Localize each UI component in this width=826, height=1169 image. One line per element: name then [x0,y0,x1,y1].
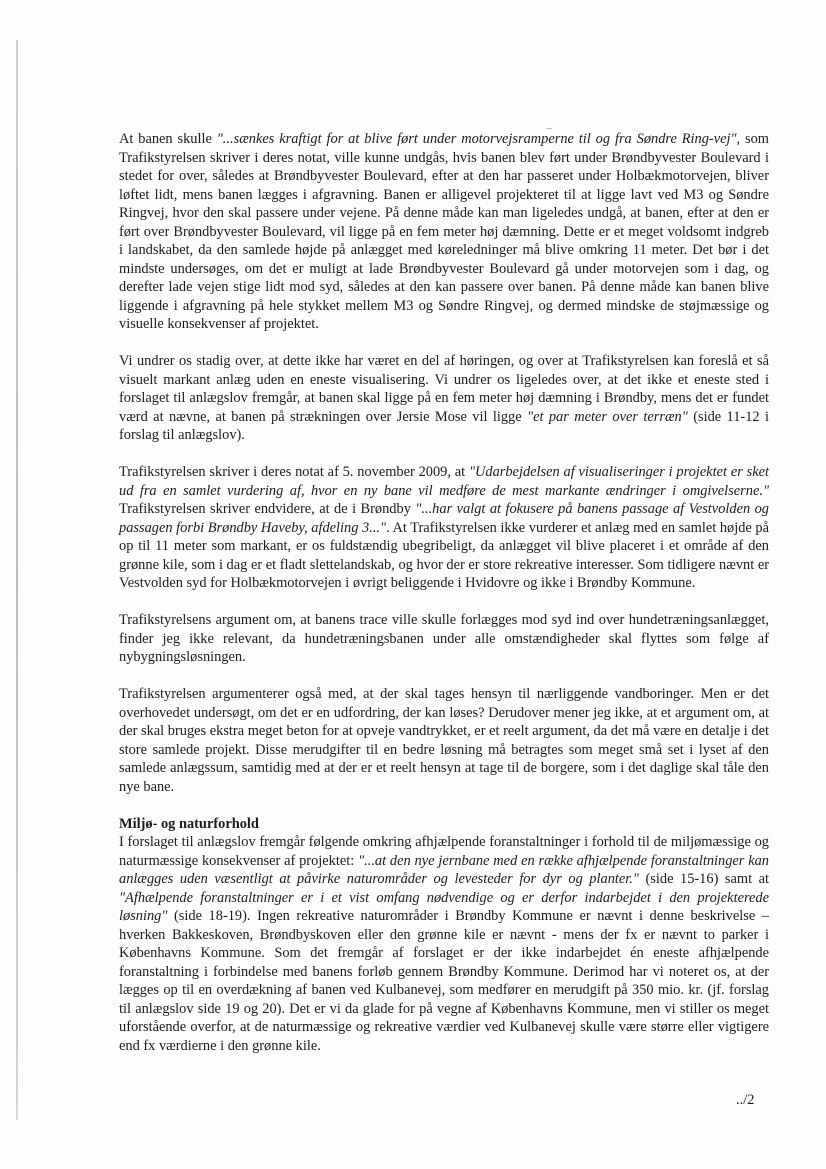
paragraph [119,685,769,796]
quoted-text: "Udarbejdelsen af visualiseringer i projektet er sket ud fra en samlet vurdering af, hvor en ny bane vil medføre de mest markante ændringer i omgivelserne." [119,464,769,499]
document-body [119,130,769,1074]
paragraph [119,463,769,593]
text-run: Trafikstyrelsen argumenterer også med, at der skal tages hensyn til nærliggende vandboringer. Men er det overhovedet undersøgt, om det er en udfordring, der kan løses? Derudover mener jeg ikke, at et argument om, at der skal bruges ekstra meget beton for at opveje vandtrykket, er et reelt argument, da det må være en detalje i det store samlede projekt. Disse merudgifter til en bedre løsning må betragtes som meget små set i lyset af den samlede anlægssum, samtidig med at der er et reelt hensyn at tage til de borgere, som i det daglige skal tåle den nye bane. [119,686,769,795]
paragraph [119,130,769,334]
paragraph [119,352,769,445]
text-run: . At Trafikstyrelsen ikke vurderer et anlæg med en samlet højde på op til 11 meter som markant, er os fuldstændig ubegribeligt, da anlægget vil blive placeret i et område af den grønne kile, som i dag er et fladt slettelandskab, og hvor der er store rekreative interesser. Som tidligere nævnt er Vestvolden syd for Holbækmotorvejen i øvrigt beliggende i Hvidovre og ikke i Brøndby Kommune. [119,519,769,591]
text-run: Trafikstyrelsen skriver i deres notat af 5. november 2009, at [119,464,469,480]
scan-mark [546,128,552,129]
section-heading: Miljø- og naturforhold [119,815,259,832]
text-run: (side 15-16) samt at [638,871,770,887]
text-run: Trafikstyrelsen skriver endvidere, at de i Brøndby [119,501,416,517]
paragraph [119,611,769,667]
text-run: (side 11-12 i forslag til anlægslov). [119,408,769,443]
quoted-text: "Afhælpende foranstaltninger er i et vist omfang nødvendige og er derfor indarbejdet i den projekterede løsning" [119,889,769,924]
quoted-text: "...at den nye jernbane med en række afhjælpende foranstaltninger kan anlægges uden væsentligt at påvirke naturområder og levesteder for dyr og planter." [119,852,769,887]
text-run: , som Trafikstyrelsen skriver i deres notat, ville kunne undgås, hvis banen blev ført under Brøndbyvester Boulevard i stedet for over, således at Brøndbyvester Boulevard, efter at den har passeret under Holbækmotorvejen, bliver løftet lidt, mens banen lægges i afgravning. Banen er alligevel projekteret til at ligge lavt ved M3 og Søndre Ringvej, hvor den skal passere under vejene. På denne måde kan man ligeledes undgå, at banen, efter at den er ført over Brøndbyvester Boulevard, vil ligge på en fem meter høj dæmning. Dette er et meget voldsomt indgreb i landskabet, da den samlede højde på anlægget med køreledninger må blive omkring 11 meter. Det bør i det mindste undersøges, om det er muligt at lade Brøndbyvester Boulevard gå under motorvejen som i dag, og derefter lade vejen stige lidt mod syd, således at den kan passere over banen. På denne måde kan banen blive liggende i afgravning på hele stykket mellem M3 og Søndre Ringvej, og dermed mindske de støjmæssige og visuelle konsekvenser af projektet. [119,131,769,332]
page-marker: ../2 [736,1092,755,1108]
text-run: Trafikstyrelsens argument om, at banens trace ville skulle forlægges mod syd ind over hundetræningsanlægget, finder jeg ikke relevant, da hundetræningsbanen under alle omstændigheder skal flyttes som følge af nybygningsløsningen. [119,612,769,665]
quoted-text: "...sænkes kraftigt for at blive ført under motorvejsramperne til og fra Søndre Ring-vej" [216,131,737,147]
paragraph [119,833,769,1055]
text-run: At banen skulle [119,131,217,147]
quoted-text: "...har valgt at fokusere på banens passage af Vestvolden og passagen forbi Brøndby Haveby, afdeling 3..." [119,501,769,536]
text-run: Vi undrer os stadig over, at dette ikke har været en del af høringen, og over at Trafikstyrelsen kan foreslå et så visuelt markant anlæg uden en eneste visualisering. Vi undrer os ligeledes over, at det ikke et eneste sted i forslaget til anlægslov fremgår, at banen skal ligge på en fem meter høj dæmning i Brøndby, mens det er fundet værd at nævne, at banen på strækningen over Jersie Mose vil ligge [119,353,769,425]
text-run: (side 18-19). Ingen rekreative naturområder i Brøndby Kommune er nævnt i denne beskrivelse – hverken Bakkeskoven, Brøndbyskoven eller den grønne kile er nævnt - mens der fx er nævnt to parker i Københavns Kommune. Som det fremgår af forslaget er der ikke indarbejdet én eneste afhjælpende foranstaltning i forbindelse med banens forløb gennem Brøndby Kommune. Derimod har vi noteret os, at der lægges op til en overdækning af banen ved Kulbanevej, som medfører en merudgift på 350 mio. kr. (jf. forslag til anlægslov side 19 og 20). Det er vi da glade for på vegne af Københavns Kommune, men vi stiller os meget uforstående overfor, at de naturmæssige og rekreative værdier ved Kulbanevej skulle være større eller vigtigere end fx værdierne i den grønne kile. [119,908,769,1054]
scan-left-edge [16,40,18,1120]
quoted-text: "et par meter over terræn" [527,408,688,425]
text-run: I forslaget til anlægslov fremgår følgende omkring afhjælpende foranstaltninger i forhold til de miljømæssige og naturmæssige konsekvenser af projektet: [119,834,769,869]
